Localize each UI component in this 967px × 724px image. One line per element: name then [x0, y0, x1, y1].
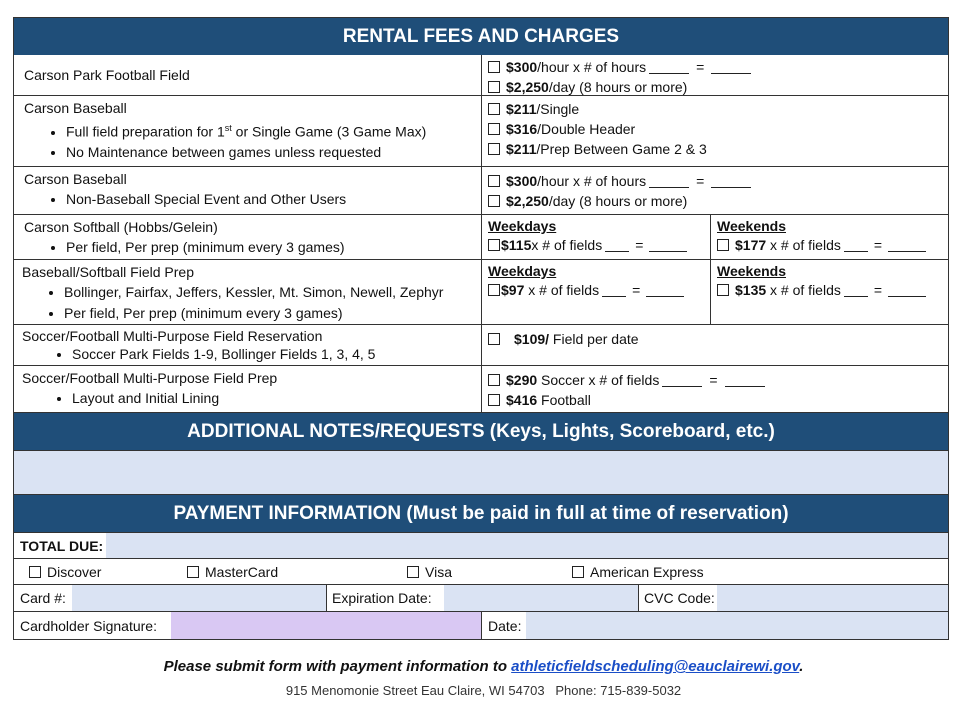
email-link[interactable]: athleticfieldscheduling@eauclairewi.gov — [511, 658, 800, 675]
bullet: • Layout and Initial Lining — [72, 388, 471, 409]
option-double-header: $316 /Double Header — [488, 119, 942, 139]
bullet: • Per field, Per prep (minimum every 3 games) — [66, 237, 471, 258]
checkbox[interactable] — [187, 566, 199, 578]
total-blank[interactable] — [711, 175, 751, 188]
signature-row — [14, 612, 948, 639]
card-number-field[interactable] — [72, 585, 327, 611]
cvc-label: CVC Code: — [644, 590, 715, 606]
bullet: • Non-Baseball Special Event and Other Users — [66, 189, 471, 210]
option-per-date: $109/ Field per date — [488, 329, 942, 349]
rental-fees-header: RENTAL FEES AND CHARGES — [14, 18, 948, 55]
checkbox[interactable] — [488, 103, 500, 115]
row-soccer-reservation — [14, 325, 948, 366]
weekends-label: Weekends — [717, 218, 786, 234]
fields-blank[interactable] — [844, 284, 868, 297]
weekdays-label: Weekdays — [488, 263, 557, 279]
signature-label: Cardholder Signature: — [20, 617, 157, 634]
fields-blank[interactable] — [602, 284, 626, 297]
row-title: Baseball/Softball Field Prep — [22, 264, 194, 280]
bullet: • No Maintenance between games unless requested — [66, 142, 471, 163]
weekdays-label: Weekdays — [488, 218, 557, 234]
checkbox[interactable] — [488, 81, 500, 93]
checkbox[interactable] — [717, 239, 729, 251]
checkbox[interactable] — [488, 195, 500, 207]
contact-address: 915 Menomonie Street Eau Claire, WI 54703 Phone: 715-839-5032 — [285, 683, 682, 698]
visa-option[interactable]: Visa — [407, 559, 452, 584]
total-blank[interactable] — [888, 239, 926, 252]
row-carson-football — [14, 55, 948, 96]
checkbox[interactable] — [717, 284, 729, 296]
weekends-cell: Weekends $135 x # of fields = — [711, 260, 948, 324]
checkbox[interactable] — [572, 566, 584, 578]
amex-option[interactable]: American Express — [572, 559, 704, 584]
option-single: $211 /Single — [488, 99, 942, 119]
row-carson-softball — [14, 215, 948, 260]
row-carson-baseball-events — [14, 167, 948, 215]
row-title: Soccer/Football Multi-Purpose Field Prep — [22, 370, 278, 386]
fields-blank[interactable] — [844, 239, 868, 252]
option-daily: $2,250 /day (8 hours or more) — [488, 77, 942, 97]
card-details-row — [14, 585, 948, 612]
date-label: Date: — [488, 617, 522, 634]
fields-blank[interactable] — [662, 374, 702, 387]
total-blank[interactable] — [888, 284, 926, 297]
row-title: Carson Baseball — [24, 100, 127, 116]
mastercard-option[interactable]: MasterCard — [187, 559, 278, 584]
cvc-field[interactable] — [717, 585, 948, 611]
checkbox[interactable] — [488, 239, 500, 251]
rental-form — [13, 17, 949, 640]
hours-blank[interactable] — [649, 175, 689, 188]
signature-field[interactable] — [171, 612, 482, 639]
checkbox[interactable] — [407, 566, 419, 578]
row-title: Carson Baseball — [24, 171, 127, 187]
bullet: • Bollinger, Fairfax, Jeffers, Kessler, Mt. Simon, Newell, Zephyr — [64, 282, 471, 303]
option-daily: $2,250 /day (8 hours or more) — [488, 191, 942, 211]
checkbox[interactable] — [488, 333, 500, 345]
weekdays-cell: Weekdays $115 x # of fields = — [482, 215, 711, 259]
fields-blank[interactable] — [605, 239, 629, 252]
row-title: Soccer/Football Multi-Purpose Field Reservation — [22, 328, 323, 344]
card-number-label: Card #: — [20, 590, 66, 606]
discover-option[interactable]: Discover — [29, 559, 101, 584]
weekdays-cell: Weekdays $97 x # of fields = — [482, 260, 711, 324]
total-due-label: TOTAL DUE: — [20, 537, 104, 554]
option-soccer: $290 Soccer x # of fields = — [488, 370, 942, 390]
total-blank[interactable] — [711, 61, 751, 74]
checkbox[interactable] — [29, 566, 41, 578]
checkbox[interactable] — [488, 143, 500, 155]
row-title: Carson Softball (Hobbs/Gelein) — [24, 219, 218, 235]
payment-header: PAYMENT INFORMATION (Must be paid in full at time of reservation) — [14, 495, 948, 533]
notes-header: ADDITIONAL NOTES/REQUESTS (Keys, Lights, Scoreboard, etc.) — [14, 413, 948, 451]
hours-blank[interactable] — [649, 61, 689, 74]
weekends-cell: Weekends $177 x # of fields = — [711, 215, 948, 259]
checkbox[interactable] — [488, 175, 500, 187]
row-soccer-prep — [14, 366, 948, 413]
bullet: • Soccer Park Fields 1-9, Bollinger Fields 1, 3, 4, 5 — [72, 345, 471, 363]
row-field-prep — [14, 260, 948, 325]
card-type-row — [14, 559, 948, 585]
notes-field[interactable] — [14, 451, 948, 495]
row-carson-baseball — [14, 96, 948, 167]
option-hourly: $300 /hour x # of hours = — [488, 57, 942, 77]
weekends-label: Weekends — [717, 263, 786, 279]
expiration-label: Expiration Date: — [332, 590, 432, 606]
total-due-field[interactable] — [106, 533, 948, 558]
option-prep-between: $211 /Prep Between Game 2 & 3 — [488, 139, 942, 159]
submit-instructions: Please submit form with payment information to athleticfieldscheduling@eauclairewi.gov. — [163, 658, 804, 675]
expiration-field[interactable] — [444, 585, 639, 611]
checkbox[interactable] — [488, 61, 500, 73]
bullet: • Per field, Per prep (minimum every 3 games) — [64, 303, 471, 324]
checkbox[interactable] — [488, 284, 500, 296]
option-hourly: $300 /hour x # of hours = — [488, 171, 942, 191]
checkbox[interactable] — [488, 123, 500, 135]
total-blank[interactable] — [725, 374, 765, 387]
total-due-row — [14, 533, 948, 559]
checkbox[interactable] — [488, 374, 500, 386]
total-blank[interactable] — [646, 284, 684, 297]
row-title: Carson Park Football Field — [24, 67, 190, 83]
bullet: • Full field preparation for 1st or Single Game (3 Game Max) — [66, 118, 471, 142]
checkbox[interactable] — [488, 394, 500, 406]
date-field[interactable] — [526, 612, 948, 639]
option-football: $416 Football — [488, 390, 942, 410]
total-blank[interactable] — [649, 239, 687, 252]
